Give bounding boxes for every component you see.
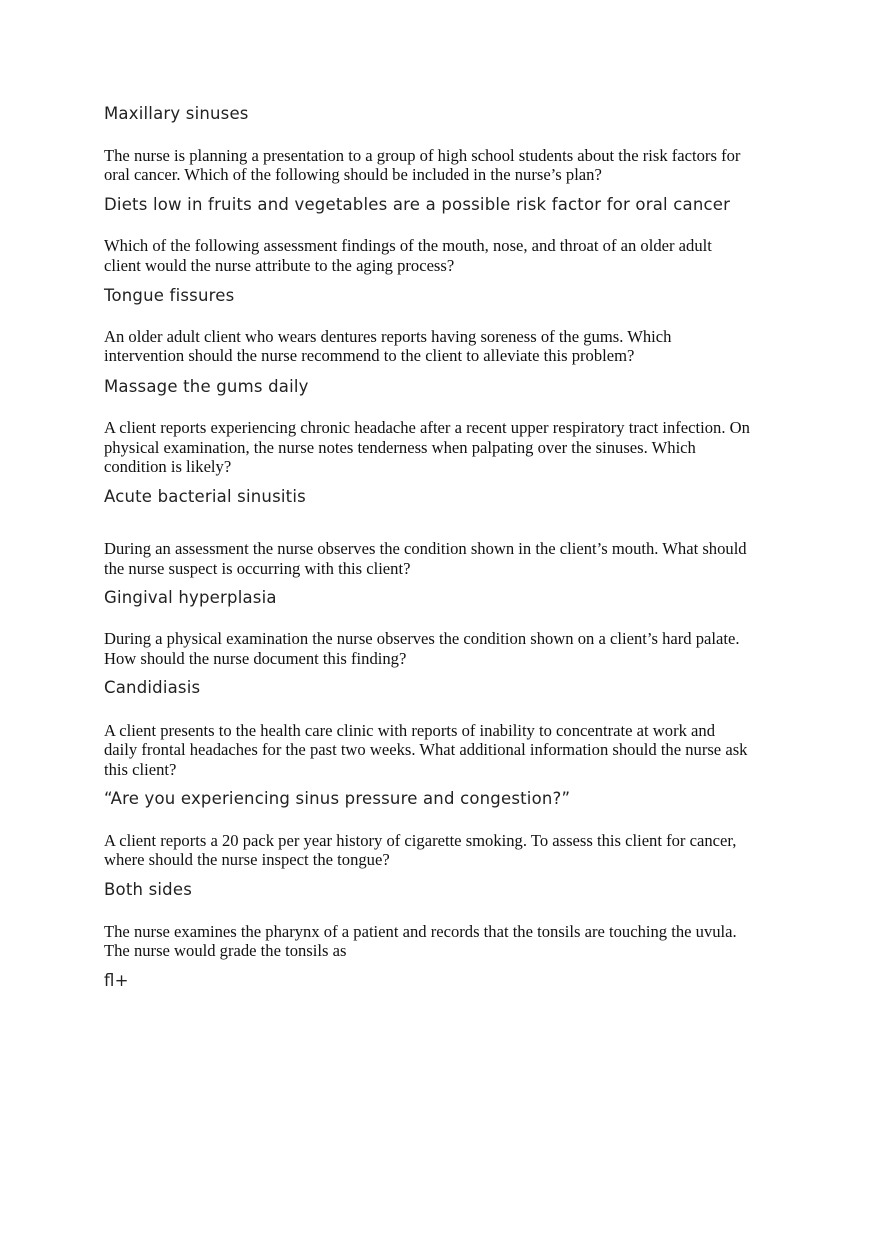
answer-text: ﬂ+	[104, 971, 129, 990]
answer-text: Candidiasis	[104, 678, 201, 697]
question-text: where should the nurse inspect the tongue?	[104, 850, 390, 869]
question-text: During a physical examination the nurse observes the condition shown on a client’s hard palate.	[104, 629, 740, 648]
question-text: During an assessment the nurse observes the condition shown in the client’s mouth. What should	[104, 539, 747, 558]
answer-text: Maxillary sinuses	[104, 104, 249, 123]
answer-text: “Are you experiencing sinus pressure and congestion?”	[104, 789, 571, 808]
answer-text: Gingival hyperplasia	[104, 588, 277, 607]
question-text: oral cancer. Which of the following should be included in the nurse’s plan?	[104, 165, 602, 184]
answer-text: Acute bacterial sinusitis	[104, 487, 306, 506]
question-text: The nurse is planning a presentation to a group of high school students about the risk factors for	[104, 146, 741, 165]
question-text: A client reports experiencing chronic headache after a recent upper respiratory tract infection. On	[104, 418, 750, 437]
answer-text: Massage the gums daily	[104, 377, 309, 396]
question-text: A client presents to the health care clinic with reports of inability to concentrate at work and	[104, 721, 715, 740]
question-text: the nurse suspect is occurring with this client?	[104, 559, 411, 578]
answer-text: Tongue fissures	[104, 286, 235, 305]
question-text: How should the nurse document this finding?	[104, 649, 407, 668]
question-text: Which of the following assessment findings of the mouth, nose, and throat of an older adult	[104, 236, 712, 255]
question-text: physical examination, the nurse notes tenderness when palpating over the sinuses. Which	[104, 438, 696, 457]
answer-text: Diets low in fruits and vegetables are a possible risk factor for oral cancer	[104, 195, 731, 214]
question-text: this client?	[104, 760, 177, 779]
question-text: The nurse examines the pharynx of a patient and records that the tonsils are touching the uvula.	[104, 922, 737, 941]
question-text: The nurse would grade the tonsils as	[104, 941, 347, 960]
answer-text: Both sides	[104, 880, 192, 899]
question-text: An older adult client who wears dentures reports having soreness of the gums. Which	[104, 327, 672, 346]
question-text: intervention should the nurse recommend to the client to alleviate this problem?	[104, 346, 635, 365]
question-text: daily frontal headaches for the past two weeks. What additional information should the nurse ask	[104, 740, 748, 759]
question-text: condition is likely?	[104, 457, 232, 476]
question-text: A client reports a 20 pack per year history of cigarette smoking. To assess this client for cancer,	[104, 831, 737, 850]
question-text: client would the nurse attribute to the aging process?	[104, 256, 455, 275]
